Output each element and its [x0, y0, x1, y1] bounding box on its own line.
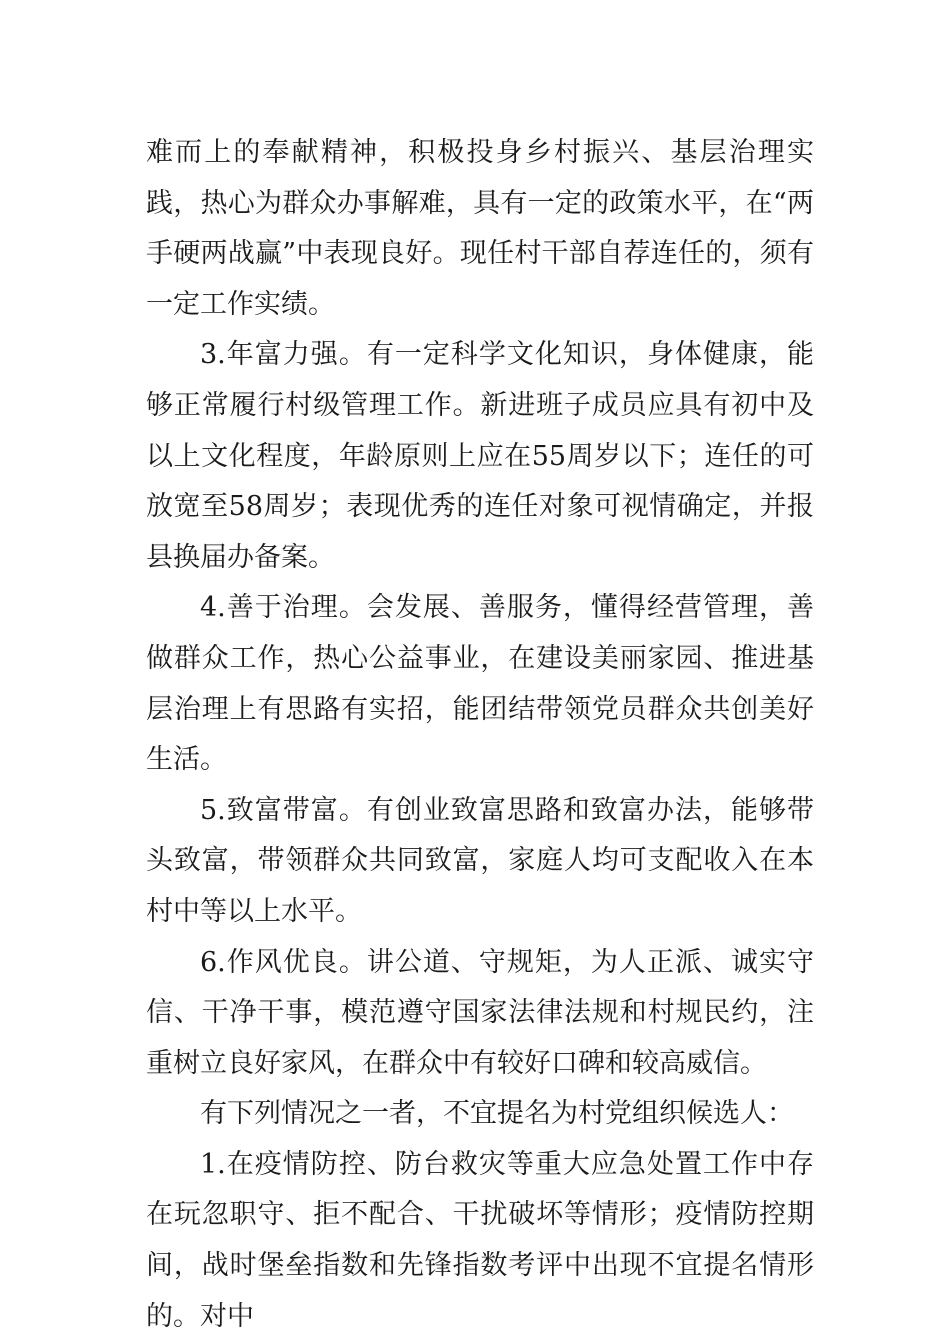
paragraph-exclusion-intro: 有下列情况之一者，不宜提名为村党组织候选人：: [200, 1098, 794, 1130]
document-body: [146, 128, 814, 1342]
paragraph-item-6: 6.作风优良。讲公道、守规矩，为人正派、诚实守信、干净干事，模范遵守国家法律法规和村规民约，注重树立良好家风，在群众中有较好口碑和较高威信。: [146, 946, 814, 1079]
paragraph-item-4: 4.善于治理。会发展、善服务，懂得经营管理，善做群众工作，热心公益事业，在建设美丽家园、推进基层治理上有思路有实招，能团结带领党员群众共创美好生活。: [146, 592, 814, 776]
paragraph-exclusion-1: 1.在疫情防控、防台救灾等重大应急处置工作中存在玩忽职守、拒不配合、干扰破坏等情形；疫情防控期间，战时堡垒指数和先锋指数考评中出现不宜提名情形的。对中: [146, 1148, 814, 1332]
paragraph-item-3: 3.年富力强。有一定科学文化知识，身体健康，能够正常履行村级管理工作。新进班子成员应具有初中及以上文化程度，年龄原则上应在55周岁以下；连任的可放宽至58周岁；表现优秀的连任对象可视情确定，并报县换届办备案。: [146, 339, 814, 573]
paragraph-continuation: 难而上的奉献精神，积极投身乡村振兴、基层治理实践，热心为群众办事解难，具有一定的政策水平，在“两手硬两战赢”中表现良好。现任村干部自荐连任的，须有一定工作实绩。: [146, 137, 814, 320]
paragraph-item-5: 5.致富带富。有创业致富思路和致富办法，能够带头致富，带领群众共同致富，家庭人均可支配收入在本村中等以上水平。: [146, 794, 814, 927]
